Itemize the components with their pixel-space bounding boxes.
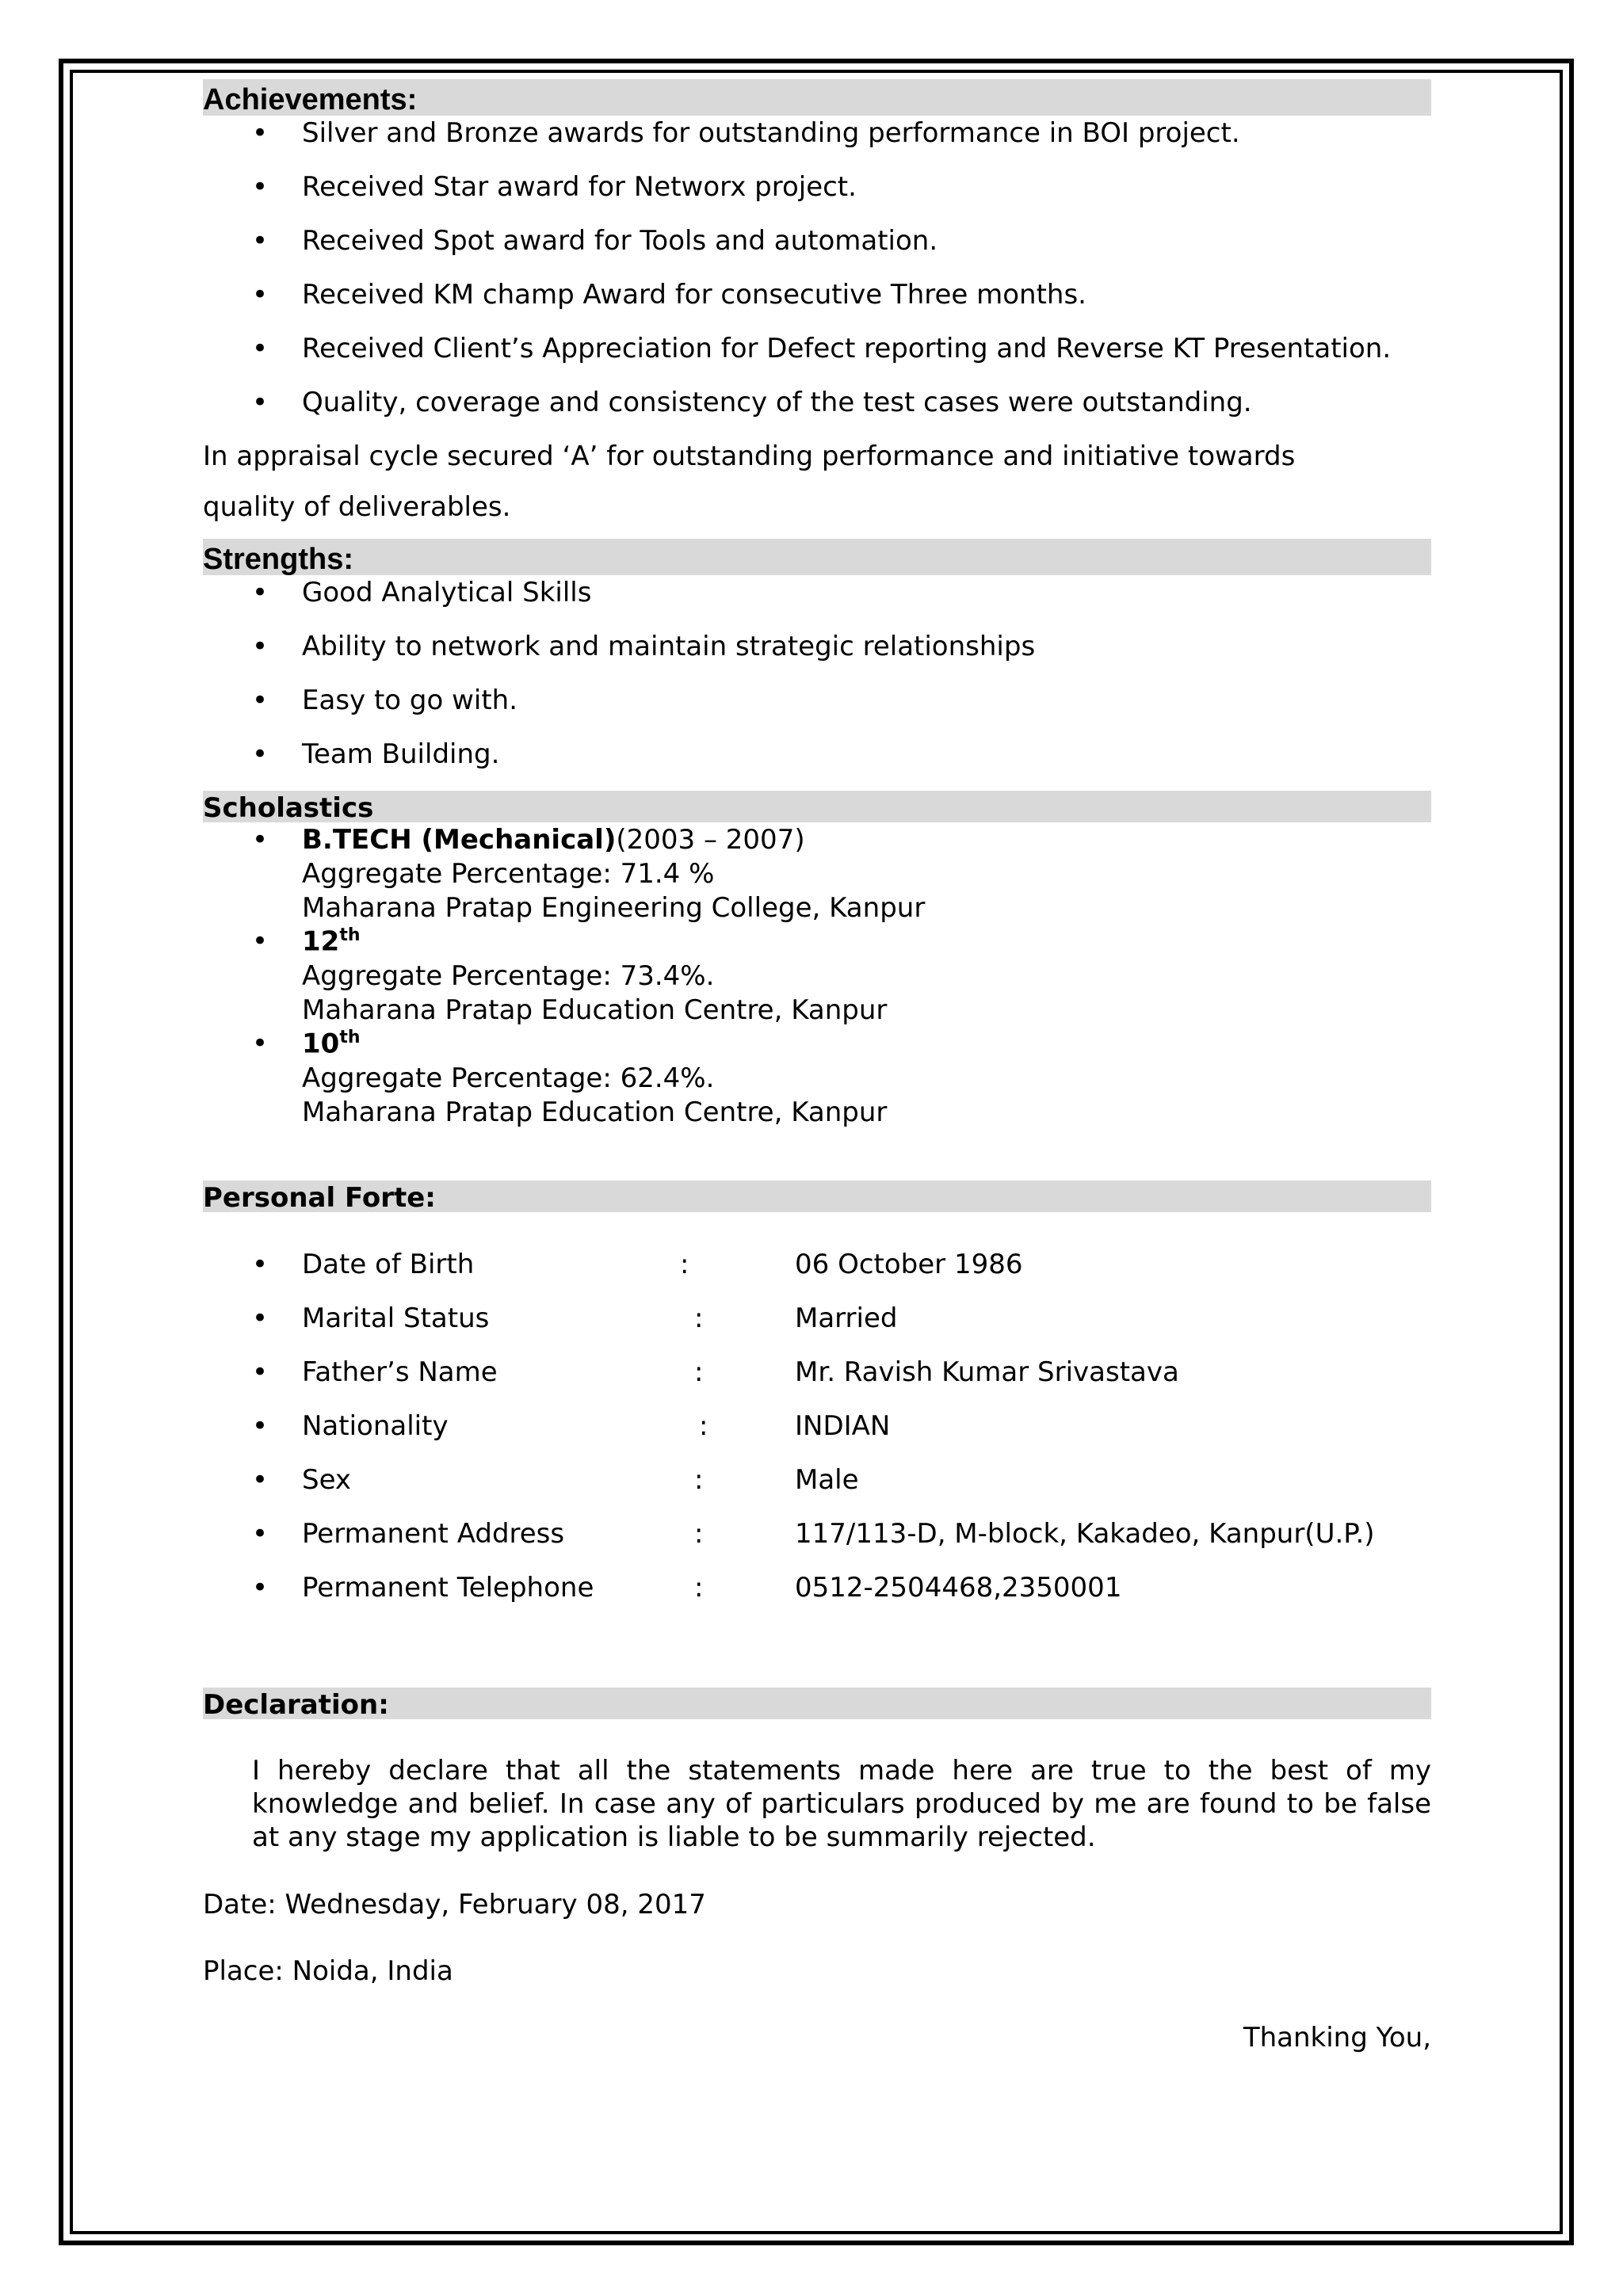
- degree-title: B.TECH (Mechanical): [302, 824, 617, 856]
- achievement-text: Received Client’s Appreciation for Defect reporting and Reverse KT Presentation.: [302, 333, 1392, 364]
- field-colon: :: [694, 1518, 704, 1550]
- bullet-icon: •: [252, 1249, 269, 1280]
- bullet-icon: •: [252, 1410, 269, 1442]
- field-value: 06 October 1986: [795, 1249, 1023, 1280]
- bullet-icon: •: [252, 117, 269, 149]
- declaration-date: Date: Wednesday, February 08, 2017: [203, 1889, 706, 1920]
- bullet-icon: •: [252, 225, 269, 257]
- degree-title: 10: [302, 1028, 340, 1060]
- achievements-heading-text: Achievements:: [203, 83, 418, 116]
- degree-title-sup: th: [339, 1028, 361, 1047]
- closing-text: Thanking You,: [1243, 2022, 1431, 2054]
- field-value: 0512-2504468,2350001: [795, 1572, 1122, 1604]
- bullet-icon: •: [252, 171, 269, 203]
- field-value: INDIAN: [795, 1410, 891, 1442]
- declaration-text: I hereby declare that all the statements made here are true to the best of my knowledge and belief. In case any of particulars produced by me are found to be false at any stage my application is liable to be summarily rejected.: [252, 1755, 1431, 1853]
- bullet-icon: •: [252, 1028, 269, 1059]
- scholastics-heading: [203, 791, 1431, 822]
- list-item: [203, 1518, 1431, 1553]
- achievement-text: Received Spot award for Tools and automation.: [302, 225, 938, 257]
- degree-institution: Maharana Pratap Engineering College, Kanpur: [302, 892, 926, 924]
- strength-text: Easy to go with.: [302, 685, 518, 716]
- degree-line: [302, 1028, 361, 1059]
- bullet-icon: •: [252, 387, 269, 418]
- bullet-icon: •: [252, 1302, 269, 1334]
- field-colon: :: [694, 1572, 704, 1604]
- list-item: [203, 1464, 1431, 1499]
- strengths-heading-text: Strengths:: [203, 543, 353, 576]
- degree-institution: Maharana Pratap Education Centre, Kanpur: [302, 1097, 888, 1128]
- field-colon: :: [694, 1356, 704, 1388]
- bullet-icon: •: [252, 824, 269, 856]
- bullet-icon: •: [252, 333, 269, 364]
- degree-title-sup: th: [339, 925, 361, 945]
- list-item: [203, 1572, 1431, 1607]
- personal-heading-text: Personal Forte:: [203, 1182, 436, 1214]
- field-label: Date of Birth: [302, 1249, 475, 1280]
- declaration-heading: [203, 1688, 1431, 1719]
- field-colon: :: [694, 1464, 704, 1496]
- degree-title: 12: [302, 925, 340, 958]
- declaration-heading-text: Declaration:: [203, 1689, 389, 1721]
- field-value: Married: [795, 1302, 898, 1334]
- degree-line: [302, 925, 361, 957]
- field-label: Marital Status: [302, 1302, 490, 1334]
- resume-page: [203, 0, 1431, 2296]
- bullet-icon: •: [252, 1356, 269, 1388]
- bullet-icon: •: [252, 685, 269, 716]
- achievements-heading: [203, 79, 1431, 116]
- declaration-place: Place: Noida, India: [203, 1955, 453, 1987]
- achievement-text: Received Star award for Networx project.: [302, 171, 857, 203]
- degree-aggregate: Aggregate Percentage: 62.4%.: [302, 1062, 715, 1094]
- degree-aggregate: Aggregate Percentage: 71.4 %: [302, 858, 715, 890]
- field-label: Permanent Telephone: [302, 1572, 594, 1604]
- bullet-icon: •: [252, 577, 269, 608]
- field-colon: :: [699, 1410, 708, 1442]
- list-item: [203, 1249, 1431, 1283]
- personal-heading: [203, 1180, 1431, 1212]
- field-value: Male: [795, 1464, 859, 1496]
- degree-aggregate: Aggregate Percentage: 73.4%.: [302, 960, 715, 992]
- degree-years: (2003 – 2007): [616, 824, 805, 856]
- achievement-text: Silver and Bronze awards for outstanding performance in BOI project.: [302, 117, 1240, 149]
- field-label: Sex: [302, 1464, 352, 1496]
- field-value: Mr. Ravish Kumar Srivastava: [795, 1356, 1179, 1388]
- list-item: [203, 1410, 1431, 1445]
- bullet-icon: •: [252, 279, 269, 311]
- field-label: Nationality: [302, 1410, 449, 1442]
- achievement-text: Received KM champ Award for consecutive Three months.: [302, 279, 1086, 311]
- field-label: Permanent Address: [302, 1518, 565, 1550]
- degree-institution: Maharana Pratap Education Centre, Kanpur: [302, 994, 888, 1026]
- field-colon: :: [694, 1302, 704, 1334]
- bullet-icon: •: [252, 925, 269, 957]
- bullet-icon: •: [252, 1464, 269, 1496]
- field-value: 117/113-D, M-block, Kakadeo, Kanpur(U.P.): [795, 1518, 1375, 1550]
- bullet-icon: •: [252, 1572, 269, 1604]
- achievement-text: Quality, coverage and consistency of the test cases were outstanding.: [302, 387, 1252, 418]
- strength-text: Good Analytical Skills: [302, 577, 592, 608]
- strength-text: Team Building.: [302, 738, 500, 770]
- field-colon: :: [680, 1249, 689, 1280]
- strength-text: Ability to network and maintain strategic relationships: [302, 631, 1036, 662]
- bullet-icon: •: [252, 738, 269, 770]
- degree-line: [302, 824, 805, 856]
- strengths-heading: [203, 539, 1431, 575]
- bullet-icon: •: [252, 631, 269, 662]
- list-item: [203, 1356, 1431, 1391]
- list-item: [203, 1302, 1431, 1337]
- appraisal-text: In appraisal cycle secured ‘A’ for outstanding performance and initiative towards: [203, 441, 1296, 472]
- bullet-icon: •: [252, 1518, 269, 1550]
- appraisal-text-continued: quality of deliverables.: [203, 491, 511, 523]
- field-label: Father’s Name: [302, 1356, 498, 1388]
- scholastics-heading-text: Scholastics: [203, 792, 374, 824]
